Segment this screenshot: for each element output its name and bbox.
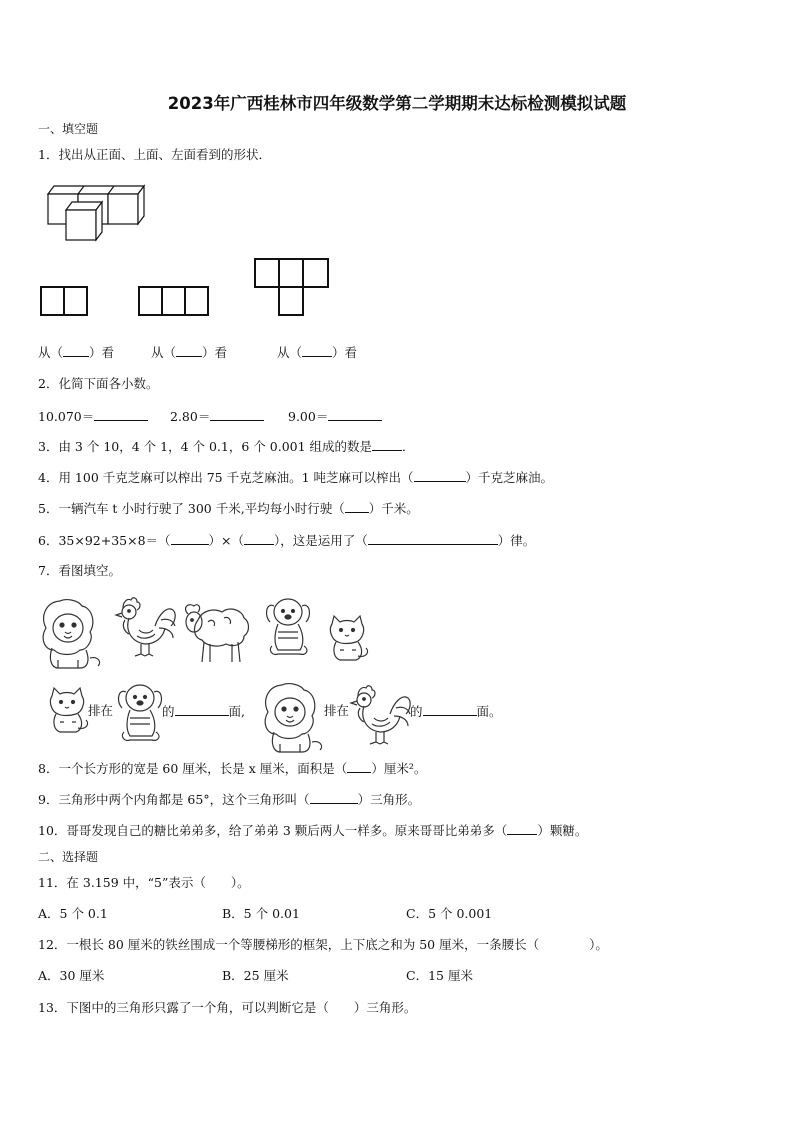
section-fill-blank: 一、填空题 [38, 122, 99, 136]
cat-picture-small [42, 686, 92, 734]
blank[interactable] [94, 408, 148, 421]
blank[interactable] [347, 760, 371, 773]
blank[interactable] [368, 532, 498, 545]
question-1: 1．找出从正面、上面、左面看到的形状． [38, 147, 271, 162]
cat-picture [322, 614, 372, 662]
rooster-picture-small [350, 684, 416, 746]
blank[interactable] [63, 344, 89, 357]
q2-item-3: 9.00＝ [288, 408, 382, 425]
view-three-squares [138, 286, 210, 316]
blank[interactable] [423, 703, 477, 716]
question-4: 4．用 100 千克芝麻可以榨出 75 千克芝麻油。1 吨芝麻可以榨出（ ）千克芝麻油。 [38, 470, 554, 485]
lion-picture [38, 598, 106, 662]
puppy-picture-small [114, 680, 166, 744]
q7-text-1: 排在 [88, 703, 114, 718]
puppy-picture [262, 594, 314, 658]
view-answer-2: 从（ ）看 [151, 345, 228, 360]
blank[interactable] [302, 344, 332, 357]
q2-item-1: 10.070＝ [38, 408, 148, 425]
blank[interactable] [507, 822, 537, 835]
q7-answer-2: 的 面。 [410, 704, 502, 719]
question-8: 8．一个长方形的宽是 60 厘米，长是 x 厘米，面积是（ ）厘米²。 [38, 761, 427, 776]
q11-option-c[interactable]: C．5 个 0.001 [406, 906, 493, 921]
q11-option-a[interactable]: A．5 个 0.1 [38, 906, 108, 921]
question-11: 11．在 3.159 中，“5”表示（ ）。 [38, 875, 250, 890]
blank[interactable] [345, 500, 369, 513]
q7-text-4: 排在 [324, 703, 350, 718]
section-choice: 二、选择题 [38, 850, 99, 864]
question-2: 2．化简下面各小数。 [38, 376, 159, 391]
view-answer-1: 从（ ）看 [38, 345, 115, 360]
q12-option-b[interactable]: B．25 厘米 [222, 968, 289, 983]
question-5: 5．一辆汽车 t 小时行驶了 300 千米,平均每小时行驶（ ）千米。 [38, 501, 419, 516]
blank[interactable] [414, 469, 466, 482]
view-answer-3: 从（ ）看 [277, 345, 358, 360]
question-7: 7．看图填空。 [38, 563, 121, 578]
q11-option-b[interactable]: B．5 个 0.01 [222, 906, 300, 921]
question-12: 12．一根长 80 厘米的铁丝围成一个等腰梯形的框架，上下底之和为 50 厘米，一条腰长（ ）。 [38, 937, 608, 952]
q2-item-2: 2.80＝ [170, 408, 264, 425]
question-3: 3．由 3 个 10，4 个 1，4 个 0.1，6 个 0.001 组成的数是 ． [38, 439, 415, 454]
blank[interactable] [176, 344, 202, 357]
sheep-picture [180, 600, 252, 664]
blank[interactable] [328, 408, 382, 421]
page-title: 2023年广西桂林市四年级数学第二学期期末达标检测模拟试题 [167, 94, 627, 113]
lion-picture-small [260, 682, 328, 746]
question-13: 13．下图中的三角形只露了一个角，可以判断它是（ ）三角形。 [38, 1000, 417, 1015]
blank[interactable] [372, 438, 402, 451]
q12-option-a[interactable]: A．30 厘米 [38, 968, 105, 983]
question-6: 6．35×92+35×8＝（ ）×（ ），这是运用了（ ）律。 [38, 533, 536, 548]
question-10: 10．哥哥发现自己的糖比弟弟多，给了弟弟 3 颗后两人一样多。原来哥哥比弟弟多（ ）颗糖。 [38, 823, 588, 838]
cube-3d-figure [44, 186, 144, 242]
question-9: 9．三角形中两个内角都是 65°，这个三角形叫（ ）三角形。 [38, 792, 421, 807]
rooster-picture [115, 596, 181, 658]
blank[interactable] [210, 408, 264, 421]
blank[interactable] [244, 532, 274, 545]
view-t-shape [254, 258, 330, 316]
blank[interactable] [310, 791, 358, 804]
q7-answer-1: 的 面, [162, 704, 245, 719]
q12-option-c[interactable]: C．15 厘米 [406, 968, 473, 983]
view-two-squares [40, 286, 88, 316]
blank[interactable] [171, 532, 209, 545]
blank[interactable] [175, 703, 229, 716]
